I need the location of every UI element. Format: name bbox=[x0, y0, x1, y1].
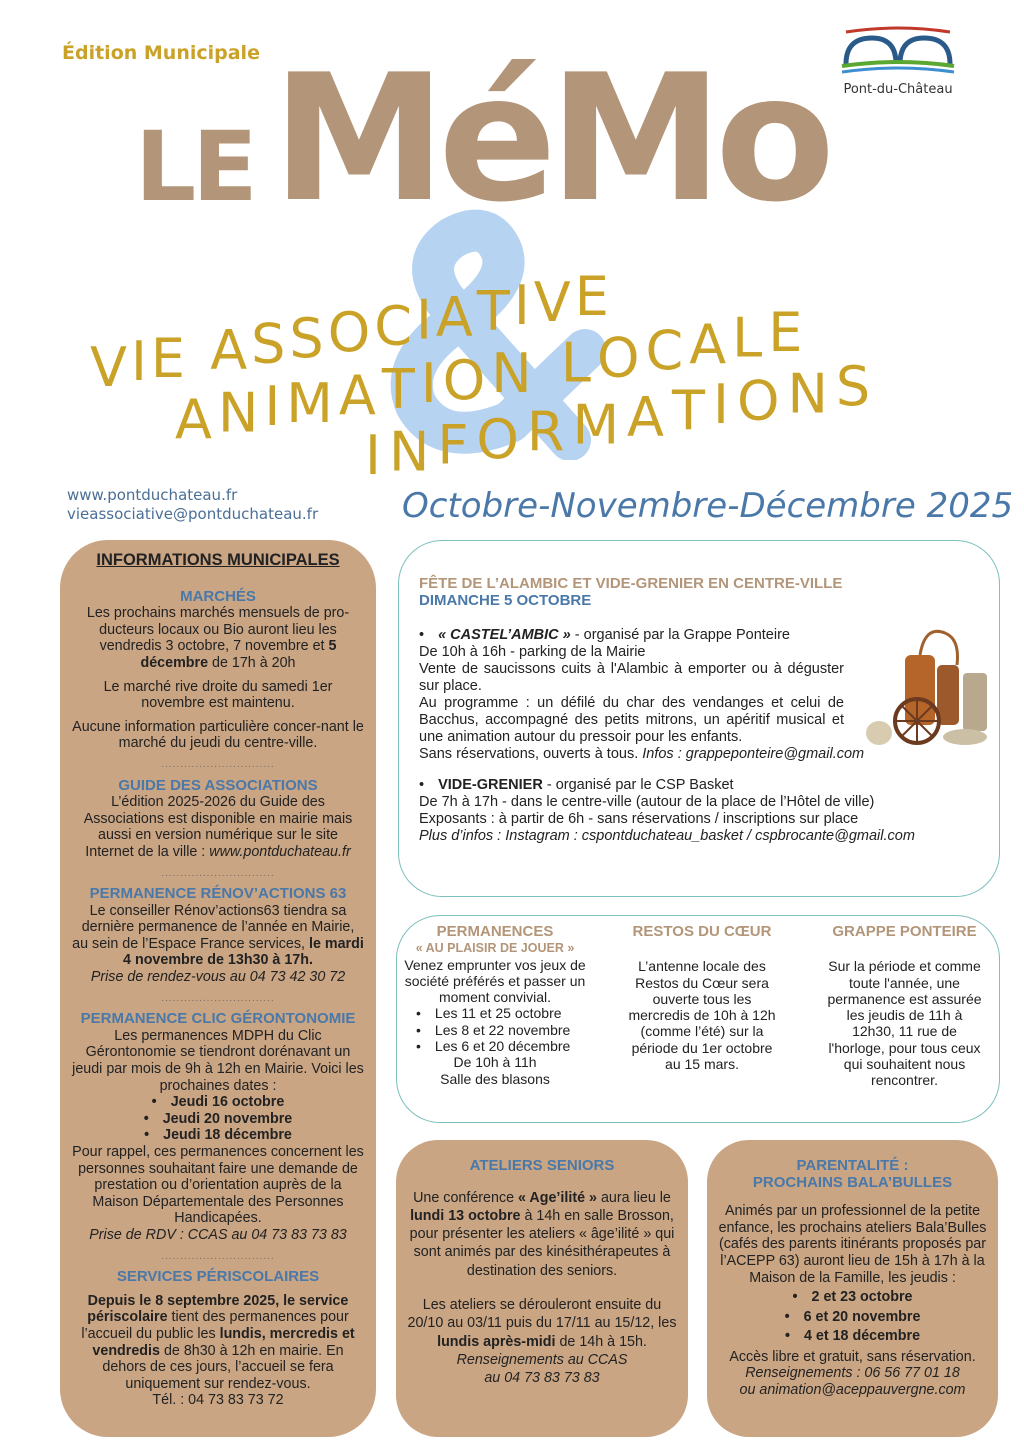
title-letter bbox=[189, 322, 210, 385]
seniors-contact bbox=[406, 1351, 678, 1388]
grappe-heading: GRAPPE PONTEIRE bbox=[832, 923, 977, 940]
alambic-image bbox=[865, 625, 1001, 749]
clic-text bbox=[72, 1028, 364, 1094]
section-heading-renov: PERMANENCE RÉNOV’ACTIONS 63 bbox=[89, 885, 347, 903]
title-letter: A bbox=[435, 285, 477, 349]
text-segment: Infos : grappeponteire@gmail.com bbox=[642, 746, 865, 762]
period-title: Octobre-Novembre-Décembre 2025 bbox=[402, 486, 1014, 526]
date-item: • Les 11 et 25 octobre bbox=[416, 1005, 588, 1021]
castel-ambic-body bbox=[419, 644, 844, 746]
date-item: • Jeudi 18 décembre bbox=[72, 1127, 364, 1144]
text-segment: Les permanences MDPH du Clic Gérontonomie se tiendront dorénavant un jeudi par mois de 9h à 12h en Mairie. Voici les prochaines dates : bbox=[72, 1027, 364, 1094]
title-letter bbox=[538, 335, 561, 398]
renov-contact bbox=[72, 969, 364, 986]
title-letter: I bbox=[365, 424, 389, 487]
text-segment: de 8h30 à 12h en mairie. En dehors de ces jours, l’accueil se fera uniquement sur rendez-vous. bbox=[102, 1342, 344, 1392]
text-segment: Prise de RDV : CCAS au 04 73 83 73 83 bbox=[89, 1226, 347, 1243]
text-segment: De 7h à 17h - dans le centre-ville (autour de la place de l’Hôtel de ville) Exposants : à partir de 6h - sans réservations / inscriptions sur place bbox=[419, 794, 875, 827]
town-logo bbox=[838, 24, 958, 97]
text-segment: Renseignements : 06 56 77 01 18 ou animation@aceppauvergne.com bbox=[739, 1365, 966, 1398]
title-memo: MéMo bbox=[272, 38, 828, 241]
clic-dates bbox=[72, 1094, 364, 1144]
date-item: • Jeudi 16 octobre bbox=[72, 1094, 364, 1111]
text-segment: « Age’ilité » bbox=[518, 1189, 597, 1206]
permanences-place: Salle des blasons bbox=[440, 1070, 550, 1087]
permanences-dates bbox=[402, 1005, 588, 1054]
fete-date: DIMANCHE 5 OCTOBRE bbox=[419, 592, 592, 609]
fete-title: FÊTE DE L’ALAMBIC ET VIDE-GRENIER EN CENTRE-VILLE bbox=[419, 575, 843, 592]
parentalite-dates bbox=[717, 1288, 988, 1347]
title-letter: S bbox=[289, 306, 328, 370]
bullet-icon: • bbox=[419, 627, 425, 643]
text-segment: de 14h à 15h. bbox=[555, 1333, 647, 1350]
title-letter: I bbox=[713, 373, 737, 437]
bridge-logo-icon bbox=[838, 24, 958, 76]
grappe-column bbox=[812, 924, 997, 1089]
renov-text bbox=[72, 903, 364, 969]
permanences-body: Venez emprunter vos jeux de société préférés et passer un moment convivial. bbox=[404, 956, 586, 1006]
date-item: • Les 8 et 22 novembre bbox=[416, 1022, 588, 1038]
title-letter: C bbox=[374, 294, 416, 358]
text-segment: Une conférence bbox=[413, 1189, 519, 1206]
date-item: • Jeudi 20 novembre bbox=[72, 1111, 364, 1128]
fete-alambic-box bbox=[398, 540, 1000, 897]
title-letter: M bbox=[286, 371, 339, 435]
parentalite-heading: PARENTALITÉ : PROCHAINS BALA’BULLES bbox=[752, 1157, 953, 1191]
section-heading-clic: PERMANENCE CLIC GÉRONTONOMIE bbox=[80, 1010, 356, 1028]
title-letter: E bbox=[574, 265, 613, 329]
text-segment: www.pontduchateau.fr bbox=[209, 843, 351, 860]
panel-title: INFORMATIONS MUNICIPALES bbox=[96, 551, 340, 569]
date-item: • Les 6 et 20 décembre bbox=[416, 1038, 588, 1054]
logo-name: Pont-du-Château bbox=[843, 82, 953, 97]
seniors-text bbox=[406, 1189, 678, 1280]
title-letter: T bbox=[476, 279, 514, 343]
permanences-column bbox=[402, 924, 588, 1087]
title-letter: V bbox=[533, 271, 575, 335]
text-segment: et bbox=[308, 638, 329, 655]
title-letter: S bbox=[835, 355, 879, 419]
text-segment: 5 décembre bbox=[140, 638, 337, 671]
text-segment: Tél. : 04 73 83 73 72 bbox=[152, 1392, 284, 1409]
municipal-info-panel bbox=[60, 540, 376, 1437]
restos-column bbox=[607, 924, 797, 1072]
text-segment: « CASTEL’AMBIC » bbox=[438, 627, 571, 643]
ateliers-seniors-panel bbox=[396, 1140, 688, 1437]
date-item: • 6 et 20 novembre bbox=[717, 1308, 988, 1328]
title-letter: N bbox=[491, 341, 538, 405]
text-segment: - organisé par le CSP Basket bbox=[542, 777, 734, 793]
parentalite-contact bbox=[717, 1365, 988, 1398]
title-letter: A bbox=[627, 385, 672, 449]
title-letter: V bbox=[90, 336, 131, 399]
marches-rive-droite bbox=[72, 679, 364, 712]
text-segment: De 10h à 16h - parking de la Mairie bbox=[419, 644, 646, 660]
text-segment: - organisé par la Grappe Ponteire bbox=[570, 627, 790, 643]
title-letter: N bbox=[217, 381, 265, 445]
text-segment: Prise de rendez-vous au 04 73 42 30 72 bbox=[90, 969, 346, 986]
text-segment: lundis après-midi bbox=[437, 1333, 556, 1350]
title-letter: I bbox=[130, 330, 151, 394]
title-letter: N bbox=[388, 420, 438, 484]
grappe-body: Sur la période et comme toute l'année, une permanence est assurée les jeudis de 11h à 12h30, 11 rue de l'horloge, pour tous ceux qui souhaitent nous rencontrer. bbox=[827, 958, 982, 1089]
marches-jeudi bbox=[72, 719, 364, 752]
seniors-schedule bbox=[406, 1296, 678, 1351]
title-letter: M bbox=[572, 393, 628, 457]
title-letter: A bbox=[689, 312, 733, 376]
title-letter: I bbox=[415, 288, 436, 352]
text-segment: lundis, mercredis et vendredis bbox=[92, 1325, 355, 1359]
email-link[interactable]: vieassociative@pontduchateau.fr bbox=[67, 505, 319, 523]
restos-heading: RESTOS DU CŒUR bbox=[632, 923, 772, 940]
title-letter: O bbox=[327, 301, 375, 365]
text-segment: Plus d’infos : Instagram : cspontduchateau_basket / cspbrocante@gmail.com bbox=[419, 828, 915, 844]
permanences-subheading: « AU PLAISIR DE JOUER » bbox=[415, 941, 575, 956]
title-letter: A bbox=[175, 388, 218, 451]
title-letter: I bbox=[264, 374, 287, 438]
text-segment: VIDE-GRENIER bbox=[438, 777, 543, 793]
text-segment: Renseignements au CCAS au 04 73 83 73 83 bbox=[456, 1351, 628, 1387]
title-letter: O bbox=[736, 369, 788, 433]
title-letter: L bbox=[560, 331, 597, 395]
title-letter: C bbox=[645, 319, 690, 383]
website-link[interactable]: www.pontduchateau.fr bbox=[67, 486, 238, 504]
section-heading-guide: GUIDE DES ASSOCIATIONS bbox=[118, 776, 318, 794]
section-heading-marches: MARCHÉS bbox=[180, 587, 256, 605]
title-letter: A bbox=[210, 318, 252, 382]
subtitle-informations bbox=[365, 355, 879, 487]
title-letter: A bbox=[338, 364, 382, 428]
permanences-hours: De 10h à 11h bbox=[453, 1054, 537, 1071]
title-letter: L bbox=[732, 306, 769, 370]
text-segment: vendredis 3 octobre, 7 novembre bbox=[99, 638, 309, 655]
title-letter: I bbox=[513, 273, 534, 337]
parentalite-access bbox=[717, 1349, 988, 1366]
title-letter: T bbox=[381, 357, 421, 421]
text-segment: aura lieu le bbox=[596, 1189, 671, 1206]
guide-text bbox=[72, 794, 364, 860]
divider: .............................. bbox=[161, 758, 275, 770]
restos-body: L’antenne locale des Restos du Cœur sera ouverte tous les mercredis de 10h à 12h (comme l’été) sur la période du 1er octobre au 15 mars. bbox=[628, 958, 776, 1073]
text-segment: L’édition 2025-2026 du Guide des Associations est disponible en mairie mais aussi en version numérique sur le site Internet de la ville : bbox=[83, 794, 353, 860]
divider: .............................. bbox=[161, 992, 275, 1004]
date-item: • 4 et 18 décembre bbox=[717, 1327, 988, 1347]
title-letter: E bbox=[150, 327, 190, 391]
text-segment: de 17h à 20h bbox=[208, 654, 296, 671]
title-letter: E bbox=[768, 301, 809, 365]
divider: .............................. bbox=[161, 1250, 275, 1262]
periscolaire-phone bbox=[72, 1392, 364, 1409]
text-segment: Animés par un professionnel de la petite enfance, les prochains ateliers Bala’Bulles (cafés des parents itinérants proposés par l’ACEPP 63) auront lieu de 15h à 17h à la Maison de la Famille, les jeudis : bbox=[718, 1203, 987, 1286]
permanences-box bbox=[396, 915, 1000, 1123]
castel-ambic-title bbox=[438, 627, 790, 643]
text-segment: Pour rappel, ces permanences concernent les personnes souhaitant faire une demande de prestation ou d’orientation auprès de la Maison Départementale des Personnes Handicapées. bbox=[72, 1144, 364, 1227]
periscolaire-text bbox=[72, 1293, 364, 1393]
title-letter: F bbox=[437, 413, 477, 477]
text-segment: tient des permanences pour l’accueil du public les bbox=[81, 1309, 349, 1342]
text-segment: le mardi 4 novembre de 13h30 à 17h. bbox=[123, 935, 364, 969]
title-letter: R bbox=[526, 400, 573, 464]
bullet-icon: • bbox=[419, 777, 425, 793]
text-segment: à 14h en salle Brosson, pour présenter les ateliers « âge’ilité » qui sont animés par des kinésithérapeutes à destination des seniors. bbox=[409, 1207, 675, 1279]
divider: .............................. bbox=[161, 867, 275, 879]
title-letter: O bbox=[442, 348, 492, 412]
title-letter: O bbox=[476, 407, 527, 471]
seniors-heading: ATELIERS SENIORS bbox=[469, 1157, 615, 1174]
text-segment: Depuis le 8 septembre 2025, le service périscolaire bbox=[87, 1292, 349, 1326]
text-segment: Accès libre et gratuit, sans réservation. bbox=[729, 1348, 976, 1365]
clic-contact bbox=[72, 1227, 364, 1244]
title-letter: N bbox=[787, 362, 836, 426]
vide-grenier-title bbox=[438, 777, 734, 793]
date-item: • 2 et 23 octobre bbox=[717, 1288, 988, 1308]
title-le: LE bbox=[135, 111, 254, 223]
text-segment: Sans réservations, ouverts à tous. bbox=[419, 746, 643, 762]
text-segment: Les prochains marchés mensuels de pro-ducteurs locaux ou Bio auront lieu les bbox=[86, 605, 350, 638]
title-letter: O bbox=[596, 326, 646, 390]
parentalite-text bbox=[717, 1203, 988, 1286]
contact-links bbox=[67, 486, 318, 524]
marches-text bbox=[72, 605, 364, 671]
text-segment: lundi 13 octobre bbox=[410, 1207, 521, 1224]
text-segment: Les ateliers se dérouleront ensuite du 20/10 au 03/11 puis du 17/11 au 15/12, les bbox=[407, 1297, 677, 1332]
vide-grenier-body bbox=[419, 794, 979, 845]
edition-label: Édition Municipale bbox=[62, 42, 260, 64]
parentalite-panel bbox=[707, 1140, 998, 1437]
clic-reminder bbox=[72, 1144, 364, 1227]
title-letter: I bbox=[420, 352, 443, 416]
text-segment: Aucune information particulière concer-nant le marché du jeudi du centre-ville. bbox=[72, 718, 364, 752]
title-letter: T bbox=[672, 379, 713, 443]
text-segment: Le conseiller Rénov’actions63 tiendra sa dernière permanence de l’année en Mairie, au sein de l’Espace France services, bbox=[72, 902, 355, 952]
section-heading-periscolaire: SERVICES PÉRISCOLAIRES bbox=[116, 1268, 320, 1286]
text-segment: Le marché rive droite du samedi 1er novembre est maintenu. bbox=[103, 678, 333, 712]
text-segment: Vente de saucissons cuits à l'Alambic à emporter ou à déguster sur place. Au programme : un défilé du char des vendanges et celui de Bacchus, accompagné des petits mitrons, un apéritif musical et une animation autour du pressoir pour les enfants. bbox=[419, 661, 844, 745]
title-letter: S bbox=[251, 312, 290, 376]
permanences-heading: PERMANENCES bbox=[436, 923, 554, 940]
